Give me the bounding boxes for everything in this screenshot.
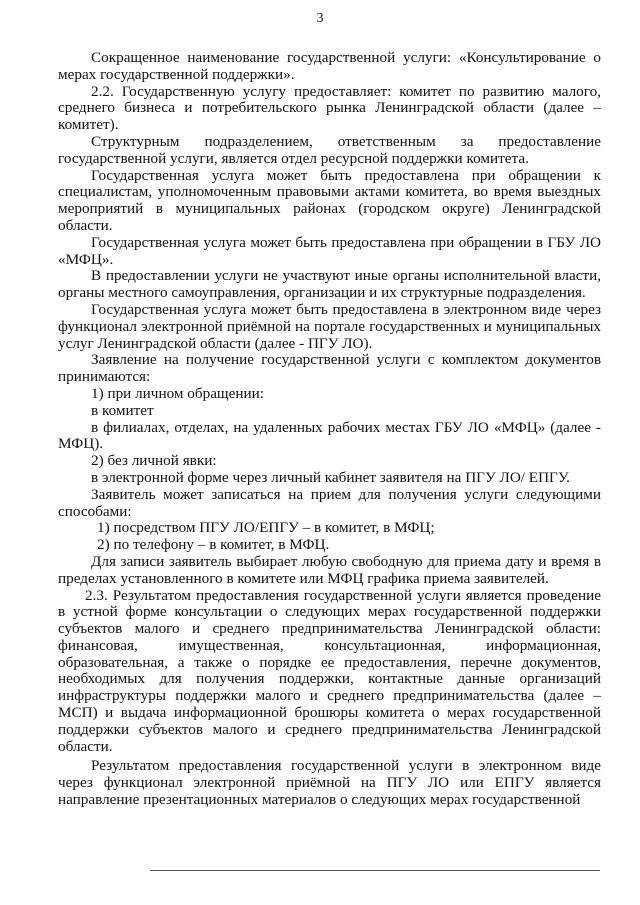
paragraph-2-2: 2.2. Государственную услугу предоставляет: комитет по развитию малого, среднего бизнеса и потребительского рынка Ленинградской области (далее – комитет). [58,82,601,134]
paragraph-short-name: Сокращенное наименование государственной услуги: «Консультирование о мерах государственной поддержки». [58,49,601,83]
paragraph-2-3: 2.3. Результатом предоставления государственной услуги является проведение в устной форме консультации о следующих мерах государственной поддержки субъектов малого и среднего предпринимательства Ленинградской области: финансовая, имущественная, консультационная, информационная, образовательная, а также о порядке ее предоставления, перечне документов, необходимых для получения поддержки, контактные данные организаций инфраструктуры поддержки малого и среднего предпринимательства (далее – МСП) и выдача информационной брошюры комитета о мерах государственной поддержки субъектов малого и среднего предпринимательства Ленинградской области. [58,586,601,755]
paragraph-schedule: Для записи заявитель выбирает любую свободную для приема дату и время в пределах установленного в комитете или МФЦ графика приема заявителей. [58,552,601,587]
paragraph-structural-unit: Структурным подразделением, ответственным за предоставление государственной услуги, является отдел ресурсной поддержки комитета. [58,132,601,167]
list-item-personal: 1) при личном обращении: [91,384,264,402]
paragraph-other-bodies: В предоставлении услуги не участвуют иные органы исполнительной власти, органы местного самоуправления, организации и их структурные подразделения. [58,267,601,302]
page-number: 3 [316,11,324,26]
document-body [58,50,601,809]
list-item-remote: 2) без личной явки: [91,452,217,470]
list-item-phone: 2) по телефону – в комитет, в МФЦ. [97,536,330,554]
list-item-branches: в филиалах, отделах, на удаленных рабочих местах ГБУ ЛО «МФЦ» (далее - МФЦ). [58,418,601,453]
footer-divider [150,870,600,871]
list-item-portal: 1) посредством ПГУ ЛО/ЕПГУ – в комитет, в МФЦ; [97,519,435,537]
paragraph-electronic-result: Результатом предоставления государственной услуги в электронном виде через функционал электронной приёмной на ПГУ ЛО или ЕПГУ является направление презентационных материалов о следующих мерах государственной [58,757,601,809]
paragraph-application: Заявление на получение государственной услуги с комплектом документов принимаются: [58,351,601,386]
paragraph-mfc: Государственная услуга может быть предоставлена при обращении в ГБУ ЛО «МФЦ». [58,233,601,268]
paragraph-specialists: Государственная услуга может быть предоставлена при обращении к специалистам, уполномоченным правовыми актами комитета, во время выездных мероприятий в муниципальных районах (городском округе) Ленинградской области. [58,166,601,234]
list-item-electronic-form: в электронной форме через личный кабинет заявителя на ПГУ ЛО/ ЕПГУ. [91,468,570,486]
paragraph-electronic: Государственная услуга может быть предоставлена в электронном виде через функционал электронной приёмной на портале государственных и муниципальных услуг Ленинградской области (далее - ПГУ ЛО). [58,300,601,352]
list-item-committee: в комитет [91,401,154,419]
paragraph-appointment: Заявитель может записаться на прием для получения услуги следующими способами: [58,485,601,520]
